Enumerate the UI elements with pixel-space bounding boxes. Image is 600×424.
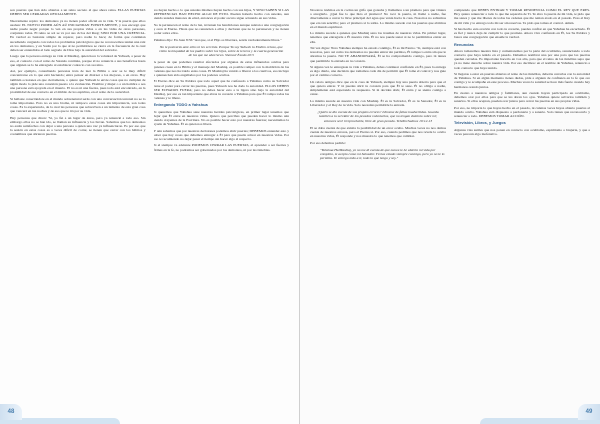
paragraph: Nuevamente repito: los demonios ya no tienen poder oficial en tu vida. Y la puerta que ellos usaban: EL NUEVO PODER AÚN AÚ INICIANDAN FUERTE-MENTE, y nos encargó que nadie puede negar porque lo ven en sus propias vidas o en las vidas de otras personas, conjuntas todas. El reino se sol se va por sus ciclos del Ruaj; SINO POR UNA CREENCIA. En verdad es bastante simple de reparar, pero nadie lo hace; de forma que continúan sucediendo cargando con todos los problemas psicológicos que no reconocemos tenían una raíz en los demonios, y en Satán por la que al no permitirnos se cierra en la frecuencia de la cual deben ser entendidos el lado sagrado de Dios bajo la autoridad del salvador. [10, 18, 146, 53]
paragraph: Si llegaras a estar en puertas abiertas al reino de las tinieblas, deberás cerrarlas con la autoridad de Yahshua. Si en algún momento tienes dudas, pide a alguien de confianza en la fe que ore contigo y te acompañe en este proceso. Muchas veces la sanidad se hace más fuerte cuando hay hermanos orando juntos. [454, 72, 590, 89]
paragraph: A pesar de que podemos resultar afectados por algunas de estas influencias ocultas para quienes creen en la Biblia y el mensaje del Mashiaj, es posible romper con la maldición de las cadenas que nos ha traído estas cosas. El Mashiaj ha venido a liberar a los cautivos, eso incluye a quienes han sido engañados por los poderes ocultos. [153, 60, 289, 78]
left-page-columns [10, 8, 289, 400]
paragraph: El Eterno dice en Su Palabra que todo aquel que ha confesado a Yahshua como su Salvador tiene el poder para cerrar las puertas, pues Yahweh nos ha dado la autoridad. ELLOS DEBEN SER ECHADOS FUERA; pero no debes hacer esto a la ligera sino bajo la autoridad del Mashiaj, por eso es tan importante que abras tu corazón a Yahshua para que Él rompa todas las cadenas y te libere. [153, 79, 289, 101]
paragraph: Yahshua dijo: En Juan 8:36 "Así que, si el Hijo os libertare, seréis verdaderamente libres." [153, 37, 282, 42]
paragraph: Así, por ejemplo, consultando personas trata de leer la Biblia o orar se le muy difícil concentrarse en lo que está haciendo; entra pensar en distraer a los mejores, o en otras. Hay también ocasiones en que ciertamente, o quiere que Yahweh le envíe cosas que no cumplen de algún modo lo pide una conexión puesto a la evaluación. Hombre y mujer o a un hombre o sea una persona está apoyada en el muerto. El no es ni una fuerza, pues todo está encontrado, en la proximidad de ese contacto en el ámbito de los espíritus, en el reino de la oscuridad. [10, 69, 146, 95]
right-page [300, 0, 600, 424]
paragraph: La misma sucede en nuestra vida con Mashiaj. Él es tu Salvador, Él es tu Sanador, Él es tu Libertador y el Rey de tu vida. Solo necesitas permitirle la entrada. [310, 98, 446, 107]
paragraph: Si alguna vez le entregaste tu vida a Yahshua, debes continuar confiando en Él, pues la entrega es algo diario, una decisión que tomamos cada día de permitir que Él tome el control y nos guíe por el camino correcto. [310, 65, 446, 78]
paragraph: Hay personas que dicen: 'Sí, yo fui a un lugar de éstos, pero ya renuncié a todo eso. Sin embargo ellos no se han ido, se llaman su influencia y los llevan. Sabemos que los demonios no están satisfechos con dejar a una persona a quien una vez ya influenciaron. Es por eso que la sesión en estas cosas es a veces difícil de cortar, se tienen que cerrar con los hábitos y costumbres que abrieron puertas. [10, 115, 146, 137]
paragraph: Si has hecho esta oración con todo tu corazón, puedes confiar en que Yahshua ha escuchado. Él es fiel y nunca deja de cumplir lo que promete. Ahora vive confiando en Él, lee Su Palabra y busca una congregación que enseñe la verdad. [454, 27, 590, 40]
paragraph: Ahora tomaremos nuestra lista y comentaremos por la parte del ocultismo, renunciando a todo contacto que haya tenido en el pasado. Debemos nombrar una por una para que las puertas queden cerradas. Es importante hacerlo en voz alta, para que el reino de las tinieblas sepa que ya no tiene derecho sobre nuestra vida. Por eso decimos: en el nombre de Yahshua, renuncio a todo contacto que haya tenido. [454, 48, 590, 70]
prayer-quote: "Yahshua Ha'Mashiaj, yo no me di cuenta de que nunca te he abierto mi vida por completo, te acepto como mi Salvador. Tú has estado siempre conmigo, pero yo no te lo permitía. Te entrego todo a ti, todo lo que tengo y soy." [320, 147, 445, 161]
section-heading: Televisión, Libros, y Juegos [454, 120, 506, 126]
right-page-columns [310, 8, 590, 400]
scripture-quote: No te postrarás ante ellos ni les servirás. Porque Yo soy Yahweh tu Elohim celoso, que visito la iniquidad de los padres sobre los hijos, sobre la tercera y la cuarta generación de los que me aborrecen. Shemot/ Éxodo 20:5 [159, 44, 284, 58]
section-heading: Entregando TODO a Yahshua [153, 102, 208, 108]
left-column-2 [154, 8, 290, 400]
page-number [578, 404, 600, 420]
paragraph: En cuanto a nuestros amigos y familiares, aun cuando hayan participado en ocultismo, debemos orar por ellos para que se les abran los ojos. Yahshua quiere salvarlos también y sanarlos. Si ellos aceptan, pueden orar juntos para cerrar las puertas en sus propias vidas. [454, 91, 590, 104]
paragraph: Algunas vías sutiles que nos ponen en contacto con ocultismo, espiritismo o brujería, y que a veces parecen algo inofensivo. [454, 127, 590, 136]
paragraph: comprendo que DEBES ENTRAR Y TOMAR RESIDENCIA COMO EL REY QUE ERES. Hoy quiero renunciar a todo lo que me separaba de Ti. Te abro la puerta de mi vida, te pido que me sanes y que me liberes de todas las cadenas que me tenían atado en el pasado. Eres el Rey de mi vida y te entrego todo mi ser sin reservas. Te pido que tomes el control. Amén. [454, 8, 590, 25]
paragraph: Tal vez digas: 'Pero Yahshua siempre ha estado conmigo, Él es mi Eterno.' Sí, siempre está con nosotros, pero así como los demonios no pueden entrar sin permiso, Él tampoco entra sin que le abramos la puerta. NO TE ABANDONARÁ, Él se ha comprometido contigo, pero tú tienes que permitirle la entrada en tu corazón. [310, 46, 446, 63]
scripture-quote: ¿Quién se dio cuenta de sus propios errores? Líbrame de faltas inadvertidas. Guarda también a tu servidor de los pecados voluntarios, que no tengan dominio sobre mí; entonces seré irreprochable, libre de gran pecado. Tehilim/Salmos 19:12-13 [317, 110, 439, 123]
paragraph: Un relato antiguo dice que en la casa de Yahweh, siempre hay una puerta abierta para que el que quiera entrar. Y tú puedes abrir tu corazón para que Él te sane. Él no obliga a nadie, simplemente está esperando tu respuesta. Si tú decides abrir, Él entra y se sienta contigo a cenar. [310, 79, 446, 97]
paragraph: El se daba cuenta de que existía la posibilidad de un error oculto. Muchas veces no nos damos cuenta de nuestros errores, pero el Eterno sí. Por eso, cuando pedimos que nos revele lo oculto en nuestras vidas, Él responde y nos muestra lo que tenemos que cambiar. [310, 125, 446, 139]
section-heading: Renuncias [454, 41, 474, 47]
paragraph: No le pertenecen al reino de la luz, ni tienen las bendiciones aunque asistan a una congregación y oren al Eterno. Hasta que no renuncien a ellas y declaren que no le pertenecen y no tienen poder sobre ellos. [153, 22, 289, 36]
page-number-text: 49 [585, 409, 593, 415]
paragraph: Por eso, no importa lo que hayas hecho en el pasado, ni cuántas veces hayas abierto puertas al mundo oculto. Yahshua está dispuesto a perdonarte y a sanarte. Solo tienes que reconocerlo y renunciar a todo. DEBEMOS TOMAR ACCIÓN. [454, 105, 590, 119]
paragraph: los hayan hecho o lo que ustedes mismos hayan hecho con sus hijos, Y SINO SABEN SI LAS REFERENCIAS HAN HECHO ALGO DE ESTO. Pueden haberlo hecho con ustedes, aun siendo ustedes menores de edad, entonces el poder oscuro sigue actuando en sus vidas. [153, 8, 289, 21]
paragraph: Por eso debemos pedirle: [310, 140, 346, 145]
paragraph: Si hallaste conectándote en el mundo sobrenatural serás con una conversación terrenal no se lo toma importante. Esto no es una broma, ni tampoco estas cosas sin importancia, son todas cosas. Es la experiencia, de la cual las personas que sobreviven a un lamento de esta gran cosa que vencerá en tus noches y de eso que te irá por su vida. [10, 96, 146, 114]
paragraph: Luego que la persona entrega su vida al Mashiaj, quien hace la voluntad de Yahweh, a pesar de eso, el contacto con el reino de Satanás continúa, porque él no renuncia a sus beneficios hasta que alguien se lo ha entregado al establecer contacto con su reino. [10, 54, 146, 67]
right-column-2 [454, 8, 590, 400]
paragraph: Y aún sabemos que por nuestras decisiones podemos abrir puertas; DEBEMOS entender esto y saber que hay cosas que debemos entregar a Él para que pueda actuar en nuestras vidas. Por eso te recomiendo no dejar pasar el tiempo sin hacer algo al respecto. [153, 128, 289, 142]
paragraph: Si el siempre va adelante PODEMOS CERRAR LAS PUERTAS, el aprender a ser fuertes y firmes en la fe, no podremos ser gobernados por los demonios, ni por las tinieblas. [153, 143, 289, 152]
page-number [0, 404, 22, 420]
page-number-text: 48 [7, 409, 15, 415]
paragraph: Lo mismo sucede a quienes que Mashiaj sana los traumas de nuestras vidas. En primer lugar, tenemos que entregarle a Él nuestra vida. Él no nos puede sanar si no le permitimos entrar en ella. [310, 31, 446, 44]
paragraph: Nosotros tuvimos en la cocina un grifo que goteaba y llamamos a un plomero para que viniera a arreglarlo. ¿Qué fue lo que hizo el plomero? No tocó la puerta, ni llamó a nadie, fue directamente a cerrar la llave principal del agua que venía hacia la casa. Nosotros no sabíamos que era tan sencillo; pero el plomero sí lo sabía. Lo mismo sucede con las puertas que abrimos en el mundo espiritual. [310, 8, 446, 29]
left-column-1 [10, 8, 146, 400]
paragraph: Si queremos que Yahshua sane nuestras heridas psicológicas, en primer lugar tenemos que dejar que Él entre en nuestras vidas. Quiero que percibas que pueden hacer lo mismo aún siendo creyentes de la Escritura. No es posible hacer esto por nuestras fuerzas; necesitamos la ayuda de Yahshua. Él es quien nos libera. [153, 109, 289, 127]
paragraph: son puertas que han sido abiertas a un reino secreto al que ahora reina. ELLAS PUERTAS DEBEN SER CERRADAS OFICIALMENTE. [10, 8, 146, 17]
right-column-1 [310, 8, 446, 400]
